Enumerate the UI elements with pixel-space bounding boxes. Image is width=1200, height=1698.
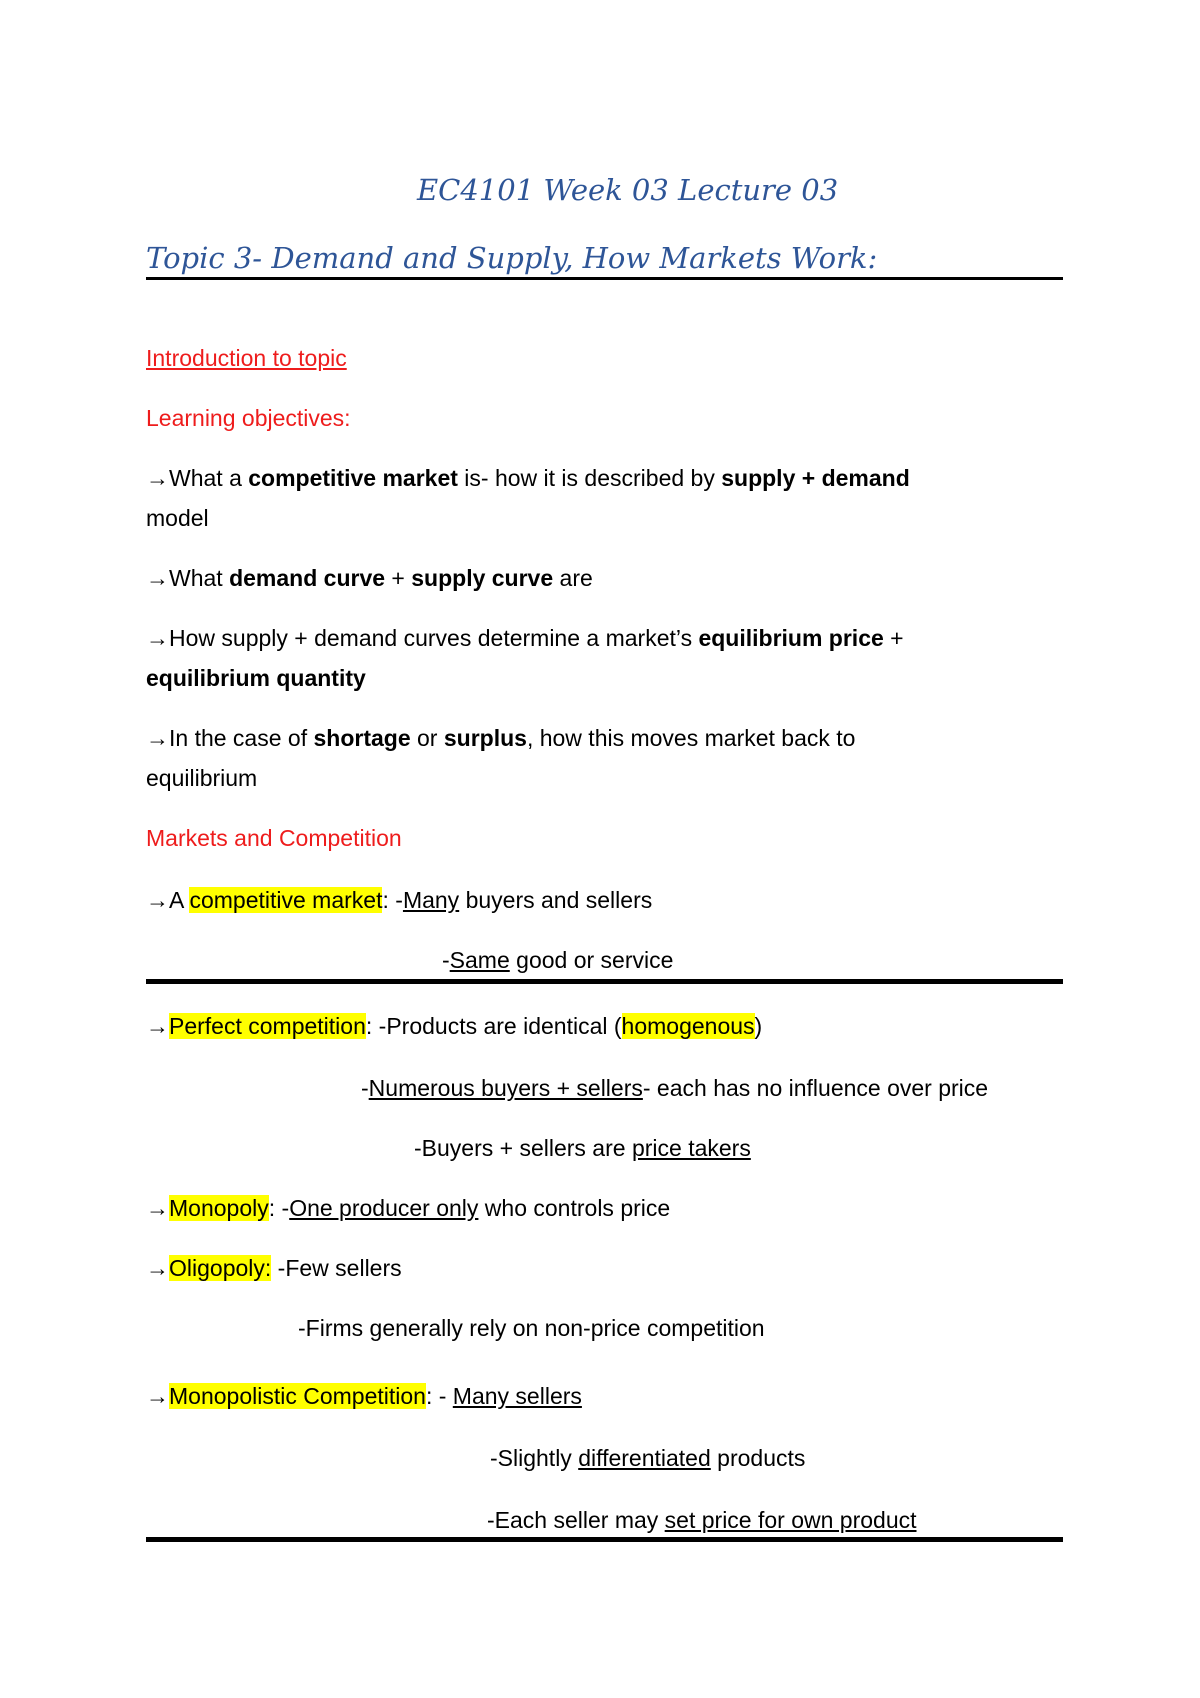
objective-1-cont: model xyxy=(146,505,209,531)
arrow-icon: → xyxy=(146,1255,169,1281)
highlight: Monopolistic Competition xyxy=(169,1383,426,1409)
oligopoly-cont: -Firms generally rely on non-price competition xyxy=(298,1315,765,1341)
monopoly-line: →Monopoly: -One producer only who controls price xyxy=(146,1195,671,1221)
objective-2: →What demand curve + supply curve are xyxy=(146,565,593,591)
objective-3: →How supply + demand curves determine a market’s equilibrium price + xyxy=(146,625,904,651)
heading-underline-divider xyxy=(146,277,1063,280)
arrow-icon: → xyxy=(146,1195,169,1221)
arrow-icon: → xyxy=(146,465,169,491)
section-divider xyxy=(146,979,1063,984)
arrow-icon: → xyxy=(146,887,169,913)
objective-4: →In the case of shortage or surplus, how this moves market back to xyxy=(146,725,856,751)
section-divider xyxy=(146,1537,1063,1542)
perfect-competition-line: →Perfect competition: -Products are identical (homogenous) xyxy=(146,1013,763,1039)
highlight: competitive market xyxy=(189,887,383,913)
highlight: homogenous xyxy=(621,1013,755,1039)
arrow-icon: → xyxy=(146,725,169,751)
monopolistic-competition-line: →Monopolistic Competition: - Many sellers xyxy=(146,1383,582,1409)
monopolistic-competition-cont-2: -Each seller may set price for own product xyxy=(487,1507,917,1533)
intro-heading: Introduction to topic xyxy=(146,345,347,371)
competitive-market-line: →A competitive market: -Many buyers and sellers xyxy=(146,887,653,913)
oligopoly-line: →Oligopoly: -Few sellers xyxy=(146,1255,402,1281)
markets-heading: Markets and Competition xyxy=(146,825,402,851)
objectives-heading: Learning objectives: xyxy=(146,405,351,431)
highlight: Perfect competition xyxy=(169,1013,366,1039)
page-title: EC4101 Week 03 Lecture 03 xyxy=(417,173,839,207)
competitive-market-cont: -Same good or service xyxy=(442,947,674,973)
perfect-competition-cont-2: -Buyers + sellers are price takers xyxy=(414,1135,751,1161)
highlight: Oligopoly: xyxy=(169,1255,272,1281)
arrow-icon: → xyxy=(146,565,169,591)
topic-heading: Topic 3- Demand and Supply, How Markets Work: xyxy=(146,241,878,275)
objective-1: →What a competitive market is- how it is described by supply + demand xyxy=(146,465,910,491)
highlight: Monopoly xyxy=(169,1195,269,1221)
arrow-icon: → xyxy=(146,1383,169,1409)
objective-3-cont: equilibrium quantity xyxy=(146,665,366,691)
objective-4-cont: equilibrium xyxy=(146,765,258,791)
arrow-icon: → xyxy=(146,1013,169,1039)
monopolistic-competition-cont-1: -Slightly differentiated products xyxy=(490,1445,806,1471)
perfect-competition-cont-1: -Numerous buyers + sellers- each has no influence over price xyxy=(361,1075,989,1101)
arrow-icon: → xyxy=(146,625,169,651)
